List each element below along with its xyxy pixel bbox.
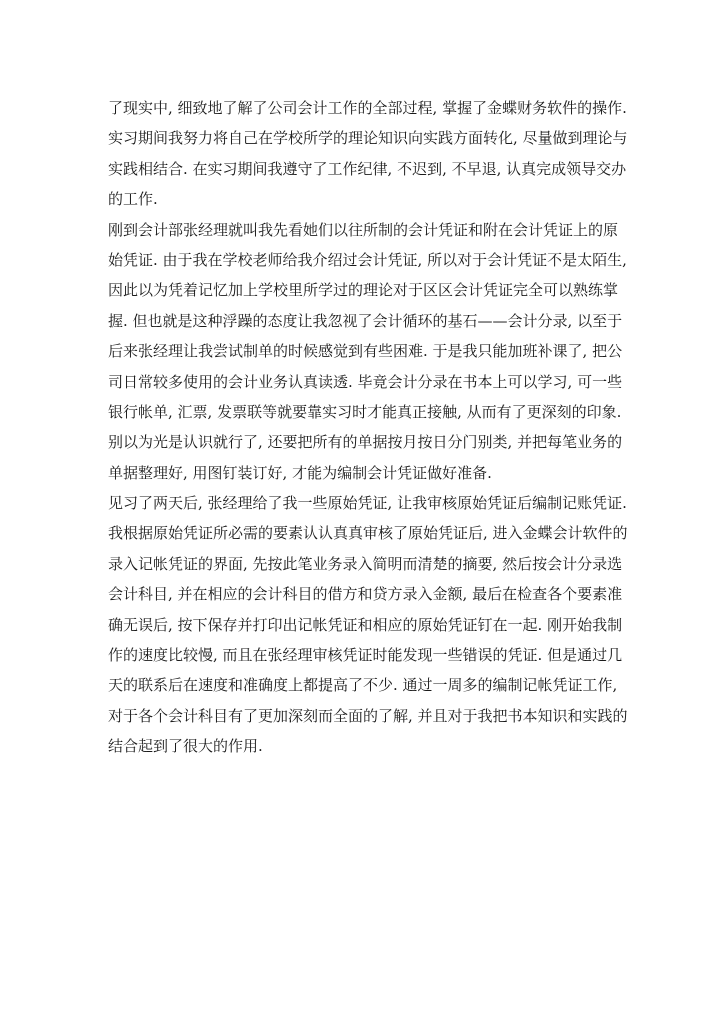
text-line: 始凭证. 由于我在学校老师给我介绍过会计凭证, 所以对于会计凭证不是太陌生, xyxy=(108,250,627,269)
text-line: 别以为光是认识就行了, 还要把所有的单据按月按日分门别类, 并把每笔业务的 xyxy=(108,433,623,452)
text-line: 了现实中, 细致地了解了公司会计工作的全部过程, 掌握了金蝶财务软件的操作. xyxy=(108,99,627,117)
text-line: 录入记帐凭证的界面, 先按此笔业务录入简明而清楚的摘要, 然后按会计分录选 xyxy=(108,554,623,573)
text-line: 天的联系后在速度和准确度上都提高了不少. 通过一周多的编制记帐凭证工作, xyxy=(108,676,618,695)
body-text xyxy=(108,93,628,762)
text-line: 会计科目, 并在相应的会计科目的借方和贷方录入金额, 最后在检查各个要素准 xyxy=(108,585,623,604)
text-line: 握. 但也就是这种浮躁的态度让我忽视了会计循环的基石——会计分录, 以至于 xyxy=(108,311,623,330)
text-line: 因此以为凭着记忆加上学校里所学过的理论对于区区会计凭证完全可以熟练掌 xyxy=(108,281,619,300)
text-line: 后来张经理让我尝试制单的时候感觉到有些困难. 于是我只能加班补课了, 把公 xyxy=(108,342,623,361)
text-line: 见习了两天后, 张经理给了我一些原始凭证, 让我审核原始凭证后编制记账凭证. xyxy=(108,494,627,513)
text-line: 单据整理好, 用图钉装订好, 才能为编制会计凭证做好准备. xyxy=(108,463,492,482)
text-line: 银行帐单, 汇票, 发票联等就要靠实习时才能真正接触, 从而有了更深刻的印象. xyxy=(108,402,622,421)
text-line: 刚到会计部张经理就叫我先看她们以往所制的会计凭证和附在会计凭证上的原 xyxy=(108,220,619,239)
text-line: 确无误后, 按下保存并打印出记帐凭证和相应的原始凭证钉在一起. 刚开始我制 xyxy=(108,615,623,634)
text-line: 对于各个会计科目有了更加深刻而全面的了解, 并且对于我把书本知识和实践的 xyxy=(108,706,628,725)
text-line: 实践相结合. 在实习期间我遵守了工作纪律, 不迟到, 不早退, 认真完成领导交办 xyxy=(108,159,627,178)
text-line: 结合起到了很大的作用. xyxy=(108,737,263,756)
text-line: 司日常较多使用的会计业务认真读透. 毕竟会计分录在书本上可以学习, 可一些 xyxy=(108,372,623,391)
text-line: 实习期间我努力将自己在学校所学的理论知识向实践方面转化, 尽量做到理论与 xyxy=(108,129,628,148)
text-line: 我根据原始凭证所必需的要素认认真真审核了原始凭证后, 进入金蝶会计软件的 xyxy=(108,524,628,543)
text-line: 作的速度比较慢, 而且在张经理审核凭证时能发现一些错误的凭证. 但是通过几 xyxy=(108,646,623,665)
text-line: 的工作. xyxy=(108,190,158,209)
